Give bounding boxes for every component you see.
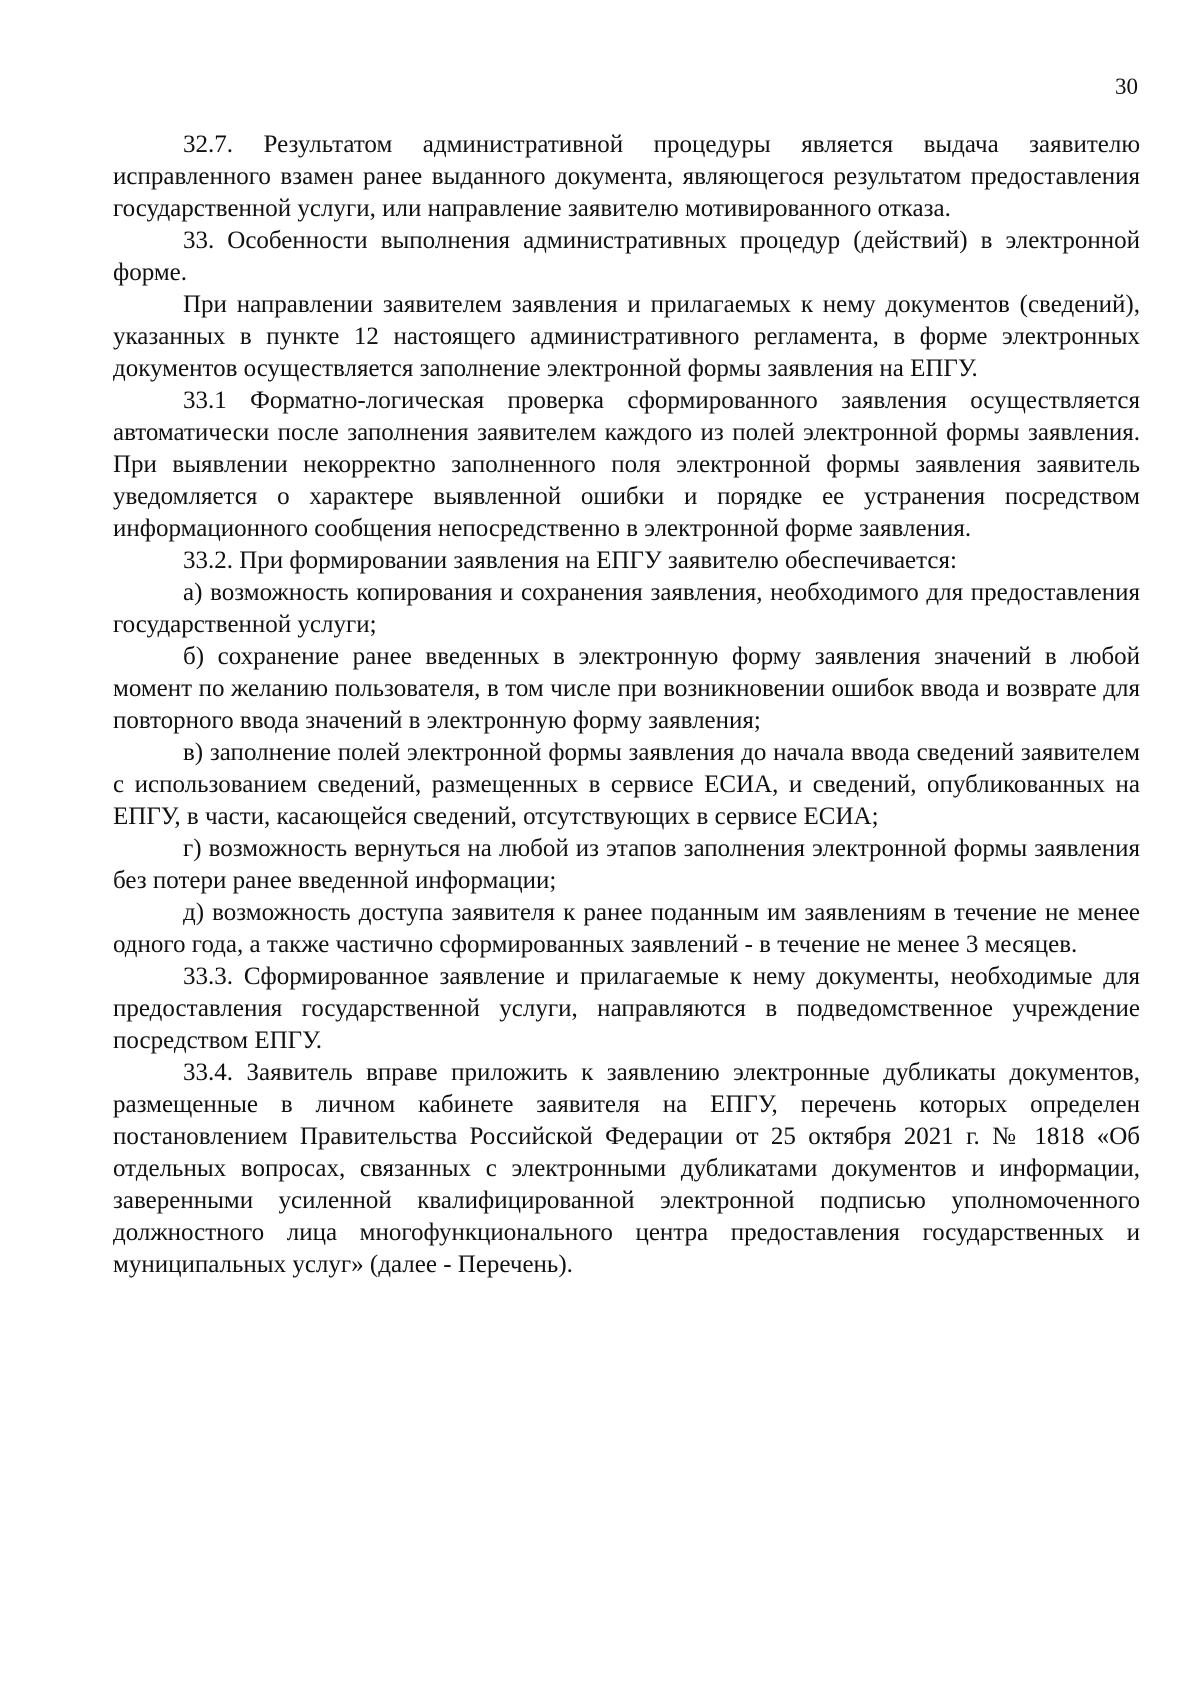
list-item-a: а) возможность копирования и сохранения заявления, необходимого для предоставления государственной услуги; (113, 579, 1140, 638)
paragraph-33-3: 33.3. Сформированное заявление и прилагаемые к нему документы, необходимые для предоставления государственной услуги, направляются в подведомственное учреждение посредством ЕПГУ. (113, 963, 1140, 1054)
paragraph-32-7: 32.7. Результатом административной процедуры является выдача заявителю исправленного взамен ранее выданного документа, являющегося результатом предоставления государственной услуги, или направление заявителю мотивированного отказа. (113, 131, 1140, 222)
list-item-g: г) возможность вернуться на любой из этапов заполнения электронной формы заявления без потери ранее введенной информации; (113, 835, 1140, 894)
list-item-d: д) возможность доступа заявителя к ранее поданным им заявлениям в течение не менее одного года, а также частично сформированных заявлений - в течение не менее 3 месяцев. (113, 899, 1140, 958)
paragraph-33-4: 33.4. Заявитель вправе приложить к заявлению электронные дубликаты документов, размещенные в личном кабинете заявителя на ЕПГУ, перечень которых определен постановлением Правительства Российской Федерации от 25 октября 2021 г. № 1818 «Об отдельных вопросах, связанных с электронными дубликатами документов и информации, заверенными усиленной квалифицированной электронной подписью уполномоченного должностного лица многофункционального центра предоставления государственных и муниципальных услуг» (далее - Перечень). (113, 1059, 1140, 1278)
paragraph-33-heading: 33. Особенности выполнения административных процедур (действий) в электронной форме. (113, 227, 1140, 286)
list-item-b: б) сохранение ранее введенных в электронную форму заявления значений в любой момент по желанию пользователя, в том числе при возникновении ошибок ввода и возврате для повторного ввода значений в электронную форму заявления; (113, 643, 1140, 734)
page-number: 30 (1115, 74, 1138, 99)
paragraph-33-1: 33.1 Форматно-логическая проверка сформированного заявления осуществляется автоматически после заполнения заявителем каждого из полей электронной формы заявления. При выявлении некорректно заполненного поля электронной формы заявления заявитель уведомляется о характере выявленной ошибки и порядке ее устранения посредством информационного сообщения непосредственно в электронной форме заявления. (113, 387, 1140, 542)
list-item-v: в) заполнение полей электронной формы заявления до начала ввода сведений заявителем с использованием сведений, размещенных в сервисе ЕСИА, и сведений, опубликованных на ЕПГУ, в части, касающейся сведений, отсутствующих в сервисе ЕСИА; (113, 739, 1140, 830)
paragraph-33-2: 33.2. При формировании заявления на ЕПГУ заявителю обеспечивается: (183, 547, 957, 574)
document-body (113, 129, 1140, 1281)
paragraph-33-intro: При направлении заявителем заявления и прилагаемых к нему документов (сведений), указанных в пункте 12 настоящего административного регламента, в форме электронных документов осуществляется заполнение электронной формы заявления на ЕПГУ. (113, 291, 1140, 382)
